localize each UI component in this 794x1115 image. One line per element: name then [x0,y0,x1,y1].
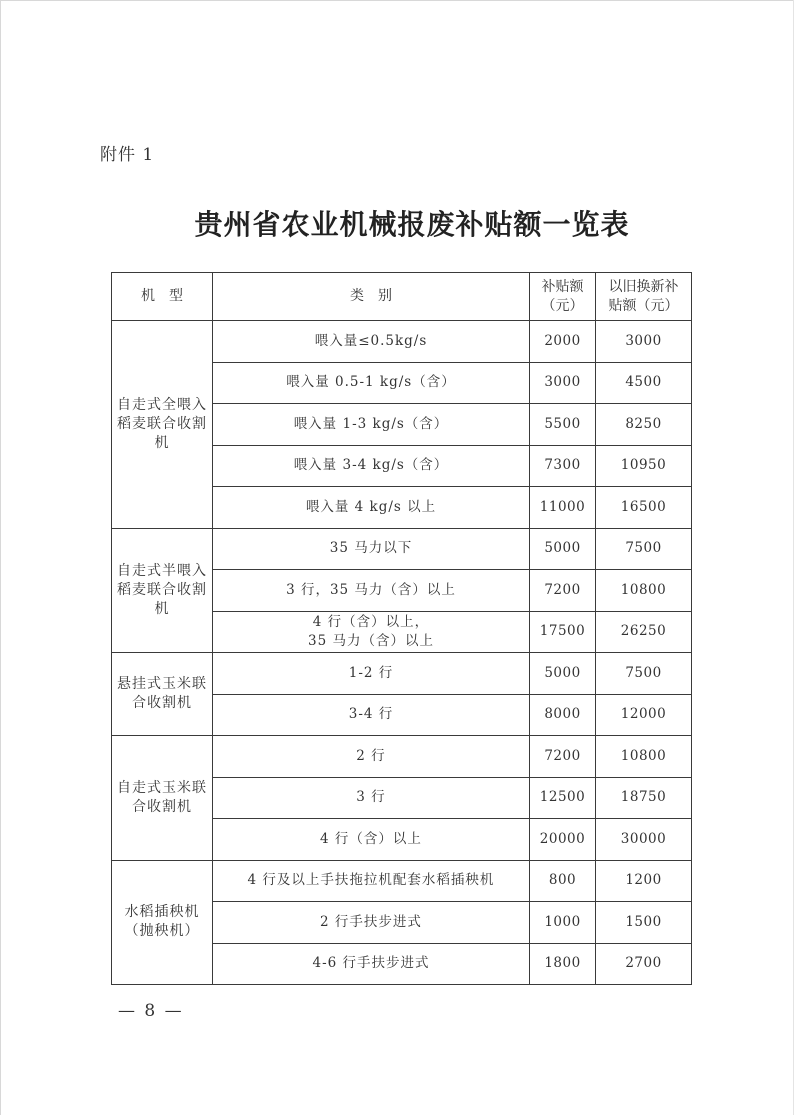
header-renew [596,273,692,321]
category-cell: 35 马力以下 [213,528,530,570]
renew-cell: 2700 [596,943,692,985]
subsidy-cell: 7300 [530,445,596,487]
renew-cell: 4500 [596,362,692,404]
renew-cell: 12000 [596,694,692,736]
table-row [112,321,692,363]
model-cell: 水稻插秧机（抛秧机） [112,860,213,985]
renew-cell: 10800 [596,570,692,612]
subsidy-cell: 12500 [530,777,596,819]
header-renew-line1: 以旧换新补 [608,278,679,295]
subsidy-cell: 20000 [530,819,596,861]
subsidy-cell: 1800 [530,943,596,985]
page-edge-left [0,0,1,1115]
document-title: 贵州省农业机械报废补贴额一览表 [194,208,630,241]
subsidy-cell: 17500 [530,611,596,653]
category-cell: 1-2 行 [213,653,530,695]
category-cell: 4-6 行手扶步进式 [213,943,530,985]
renew-cell: 1200 [596,860,692,902]
header-category: 类 别 [213,273,530,321]
page-number: — 8 — [118,1001,184,1021]
renew-cell: 1500 [596,902,692,944]
subsidy-cell: 8000 [530,694,596,736]
table-row [112,736,692,778]
table-row [112,528,692,570]
header-subsidy-line2: （元） [541,297,584,314]
category-cell: 喂入量 1-3 kg/s（含） [213,404,530,446]
category-cell: 喂入量 0.5-1 kg/s（含） [213,362,530,404]
category-cell: 3 行，35 马力（含）以上 [213,570,530,612]
subsidy-cell: 11000 [530,487,596,529]
category-cell: 4 行及以上手扶拖拉机配套水稻插秧机 [213,860,530,902]
subsidy-cell: 5500 [530,404,596,446]
category-cell: 喂入量≤0.5kg/s [213,321,530,363]
category-cell [213,611,530,653]
category-cell: 2 行手扶步进式 [213,902,530,944]
category-cell: 3 行 [213,777,530,819]
subsidy-cell: 800 [530,860,596,902]
header-subsidy [530,273,596,321]
header-model: 机 型 [112,273,213,321]
subsidy-cell: 3000 [530,362,596,404]
category-cell: 2 行 [213,736,530,778]
table-row [112,653,692,695]
subsidy-table [111,272,692,985]
category-cell: 3-4 行 [213,694,530,736]
renew-cell: 30000 [596,819,692,861]
renew-cell: 18750 [596,777,692,819]
renew-cell: 7500 [596,653,692,695]
category-cell: 4 行（含）以上 [213,819,530,861]
category-line2: 35 马力（含）以上 [308,632,434,649]
header-subsidy-line1: 补贴额 [541,278,584,295]
model-cell: 自走式全喂入稻麦联合收割机 [112,321,213,529]
header-renew-line2: 贴额（元） [608,297,679,314]
renew-cell: 26250 [596,611,692,653]
model-cell: 自走式玉米联合收割机 [112,736,213,861]
renew-cell: 10800 [596,736,692,778]
renew-cell: 8250 [596,404,692,446]
model-cell: 自走式半喂入稻麦联合收割机 [112,528,213,653]
table-header-row [112,273,692,321]
category-cell: 喂入量 3-4 kg/s（含） [213,445,530,487]
category-cell: 喂入量 4 kg/s 以上 [213,487,530,529]
renew-cell: 10950 [596,445,692,487]
subsidy-cell: 2000 [530,321,596,363]
subsidy-cell: 5000 [530,528,596,570]
model-cell: 悬挂式玉米联合收割机 [112,653,213,736]
attachment-label: 附件 1 [100,145,155,165]
subsidy-cell: 1000 [530,902,596,944]
renew-cell: 16500 [596,487,692,529]
table-row [112,860,692,902]
subsidy-cell: 7200 [530,736,596,778]
subsidy-cell: 5000 [530,653,596,695]
page-edge-top [0,0,794,1]
renew-cell: 7500 [596,528,692,570]
subsidy-cell: 7200 [530,570,596,612]
category-line1: 4 行（含）以上， [312,613,430,630]
renew-cell: 3000 [596,321,692,363]
